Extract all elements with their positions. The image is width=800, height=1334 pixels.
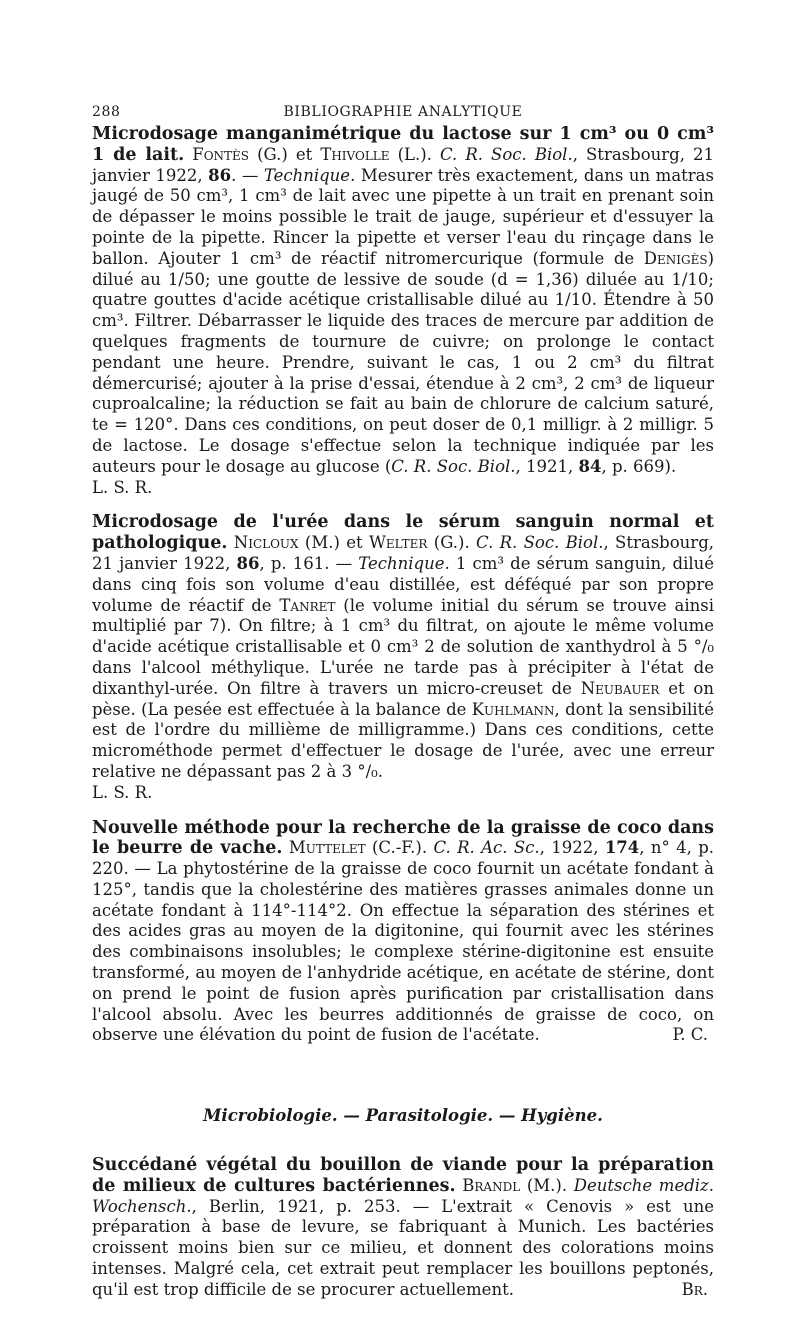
entry-bouillon xyxy=(92,1155,714,1301)
section-heading: Microbiologie. — Parasitologie. — Hygiène. xyxy=(203,1106,603,1126)
citation: , 1921, xyxy=(515,456,579,476)
signature: Br. xyxy=(681,1279,708,1299)
entry-title: Microdosage manganimétrique du lactose sur 1 cm³ ou 0 cm³ 1 de lait. xyxy=(92,124,714,165)
signature: P. C. xyxy=(672,1025,708,1045)
abstract-body: (le volume initial du sérum se trouve ainsi multiplié par 7). On filtre; à 1 cm³ du filtrat, on ajoute le même volume d'acide acétique cristallisable et 0 cm³ 2 de solution de xanthydrol à 5 °/₀ dans l'alcool méthylique. L'urée ne tarde pas à précipiter à l'état de dixanthyl-urée. On filtre à travers un micro-creuset de xyxy=(92,595,714,698)
entry-title: Nouvelle méthode pour la recherche de la graisse de coco dans le beurre de vache. xyxy=(92,817,714,859)
page xyxy=(92,98,714,1315)
technique-label: Technique. xyxy=(263,165,356,185)
entry-title: Microdosage de l'urée dans le sérum sanguin normal et pathologique. xyxy=(92,512,714,554)
reference: , n° 4, p. 220. — xyxy=(92,838,715,879)
abstract-body: L'extrait « Cenovis » est une préparation à base de levure, se fabriquant à Munich. Les bactéries croissent moins bien sur ce milieu, et donnent des colorations moins intenses. Malgré cela, cet extrait peut remplacer les bouillons peptonés, qu'il est trop difficile de se procurer actuellement. xyxy=(92,1196,715,1299)
volume: 86 xyxy=(236,553,260,573)
entry-text xyxy=(92,818,714,1047)
cited-name: Kuhlmann xyxy=(471,699,555,719)
author-initials: (C.-F.). xyxy=(365,838,434,858)
author-name: Thivolle xyxy=(320,144,390,164)
running-title: BIBLIOGRAPHIE ANALYTIQUE xyxy=(283,104,523,120)
cited-name: Tanret xyxy=(279,595,336,615)
abstract-body: La phytostérine de la graisse de coco fournit un acétate fondant à 125°, tandis que la cholestérine des matières grasses animales donne un acétate fondant à 114°-114°2. On effectue la séparation des stérines et des acides gras au moyen de la digitonine, qui fournit avec les stérines des combinaisons insolubles; le complexe stérine-digitonine est ensuite transformé, au moyen de l'anhydride acétique, en acétate de stérine, dont on prend le point de fusion après purification par cristallisation dans l'alcool absolu. Avec les beurres additionnés de graisse de coco, on observe une élévation du point de fusion de l'acétate. xyxy=(92,859,714,1045)
signature: L. S. R. xyxy=(92,782,153,802)
abstract-body: Mesurer très exactement, dans un matras jaugé de 50 cm³, 1 cm³ de lait avec une pipette à un trait en prenant soin de dépasser le moins possible le trait de jauge, supérieur et d'essuyer la pointe de la pipette. Rincer la pipette et verser l'eau du rinçage dans le ballon. Ajouter 1 cm³ de réactif nitromercurique (formule de xyxy=(92,165,714,268)
author-name: Nicloux xyxy=(233,533,299,553)
author-initials: (G.) et xyxy=(249,144,321,164)
reference: , p. 161. — xyxy=(259,553,359,573)
abstract-body: et on pèse. (La pesée est effectuée à la balance de xyxy=(92,678,714,719)
author-name: Brandl xyxy=(462,1175,521,1195)
journal-name: Deutsche mediz. Wochensch. xyxy=(92,1175,714,1216)
reference: , 1922, xyxy=(539,838,605,858)
cited-name: Denigès xyxy=(643,248,708,268)
journal-name: C. R. Soc. Biol. xyxy=(476,533,604,553)
entry-coco xyxy=(92,818,714,1047)
technique-label: Technique. xyxy=(358,553,450,573)
author-initials: (L.). xyxy=(389,144,440,164)
reference: , Strasbourg, 21 janvier 1922, xyxy=(92,533,714,573)
abstract-body: ) dilué au 1/50; une goutte de lessive de soude (d = 1,36) diluée au 1/10; quatre gouttes d'acide acétique cristallisable dilué au 1/10. Étendre à 50 cm³. Filtrer. Débarrasser le liquide des traces de mercure par addition de quelques fragments de tournure de cuivre; on prolonge le contact pendant une heure. Prendre, suivant le cas, 1 ou 2 cm³ du filtrat démercurisé; ajouter à la prise d'essai, étendue à 2 cm³, 2 cm³ de liqueur cuproalcaline; la réduction se fait au bain de chlorure de calcium saturé, te = 120°. Dans ces conditions, on peut doser de 0,1 milligr. à 2 milligr. 5 de lactose. Le dosage s'effectue selon la technique indiquée par les auteurs pour le dosage au glucose ( xyxy=(92,248,714,476)
cited-volume: 84 xyxy=(578,456,602,476)
entry-uree xyxy=(92,512,714,803)
signature: L. S. R. xyxy=(92,477,153,497)
entry-title: Succédané végétal du bouillon de viande pour la préparation de milieux de cultures bactériennes. xyxy=(92,1155,714,1196)
running-head xyxy=(92,98,714,124)
volume: 86 xyxy=(208,165,232,185)
reference: , Strasbourg, 21 janvier 1922, xyxy=(92,144,715,185)
author-initials: (M.). xyxy=(520,1175,574,1195)
entry-text xyxy=(92,512,714,782)
abstract-body: , dont la sensibilité est de l'ordre du millième de milligramme.) Dans ces conditions, cette microméthode permet d'effectuer le dosage de l'urée, avec une erreur relative ne dépassant pas 2 à 3 °/₀. xyxy=(92,699,714,781)
abstract-body: 1 cm³ de sérum sanguin, dilué dans cinq fois son volume d'eau distillée, est déféqué par son propre volume de réactif de xyxy=(92,553,715,615)
journal-name: C. R. Soc. Biol. xyxy=(439,144,573,164)
author-initials: (M.) et xyxy=(298,533,369,553)
reference: , Berlin, 1921, p. 253. — xyxy=(191,1196,442,1216)
journal-name: C. R. Ac. Sc. xyxy=(433,838,540,858)
author-name: Muttelet xyxy=(288,838,366,858)
reference: . — xyxy=(231,165,264,185)
entry-lactose xyxy=(92,124,714,498)
author-name: Fontès xyxy=(192,144,250,164)
cited-journal: C. R. Soc. Biol. xyxy=(391,456,516,476)
author-initials: (G.). xyxy=(427,533,477,553)
cited-name: Neubauer xyxy=(580,678,660,698)
page-number: 288 xyxy=(92,104,121,120)
entry-text xyxy=(92,1155,714,1301)
author-name: Welter xyxy=(368,533,428,553)
entry-text xyxy=(92,124,714,478)
volume: 174 xyxy=(604,838,640,858)
citation: , p. 669). xyxy=(601,456,677,476)
